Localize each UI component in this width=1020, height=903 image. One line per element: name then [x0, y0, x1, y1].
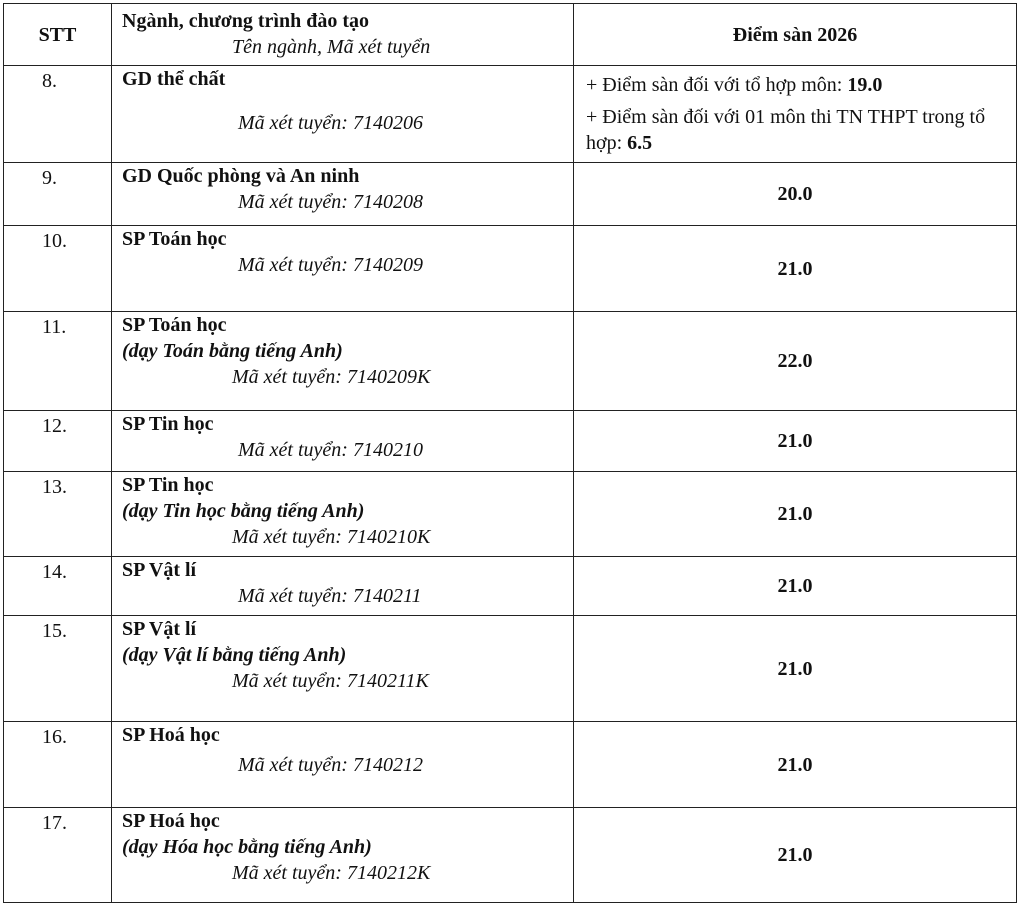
- row-stt: 13.: [4, 472, 112, 557]
- table-row: [4, 616, 1017, 722]
- row-stt: 8.: [4, 66, 112, 163]
- table-row: [4, 163, 1017, 226]
- program-name: SP Vật lí: [122, 559, 197, 581]
- row-score: 21.0: [574, 616, 1017, 722]
- program-name: GD thể chất: [122, 68, 226, 90]
- row-stt: 14.: [4, 557, 112, 616]
- row-stt: 17.: [4, 808, 112, 903]
- program-note: (dạy Toán bằng tiếng Anh): [122, 340, 343, 362]
- program-code: Mã xét tuyển: 7140209K: [232, 366, 431, 388]
- row-stt: 12.: [4, 411, 112, 472]
- header-score: Điểm sàn 2026: [574, 4, 1017, 66]
- row-program: [112, 557, 574, 616]
- program-name: SP Tin học: [122, 474, 214, 496]
- program-name: GD Quốc phòng và An ninh: [122, 165, 360, 187]
- table-row: [4, 66, 1017, 163]
- row-program: [112, 411, 574, 472]
- row-program: [112, 722, 574, 808]
- row-program: [112, 312, 574, 411]
- row-score: 21.0: [574, 722, 1017, 808]
- row-program: [112, 472, 574, 557]
- table-row: [4, 226, 1017, 312]
- table-header-row: [4, 4, 1017, 66]
- program-code: Mã xét tuyển: 7140209: [238, 254, 423, 276]
- row-stt: 9.: [4, 163, 112, 226]
- score-value-single-subject: 6.5: [627, 132, 653, 154]
- table-row: [4, 411, 1017, 472]
- program-code: Mã xét tuyển: 7140211K: [232, 670, 429, 692]
- program-code: Mã xét tuyển: 7140210K: [232, 526, 431, 548]
- row-program: [112, 66, 574, 163]
- program-code: Mã xét tuyển: 7140212: [238, 754, 423, 776]
- program-note: (dạy Vật lí bằng tiếng Anh): [122, 644, 347, 666]
- row-score: [574, 66, 1017, 163]
- row-stt: 10.: [4, 226, 112, 312]
- score-table: [3, 3, 1017, 903]
- row-score: 22.0: [574, 312, 1017, 411]
- program-note: (dạy Tin học bằng tiếng Anh): [122, 500, 365, 522]
- header-program-subtitle: Tên ngành, Mã xét tuyển: [232, 36, 431, 58]
- program-code: Mã xét tuyển: 7140206: [238, 112, 423, 134]
- table-row: [4, 557, 1017, 616]
- program-name: SP Hoá học: [122, 810, 220, 832]
- header-program-title: Ngành, chương trình đào tạo: [122, 10, 370, 32]
- row-score: 21.0: [574, 226, 1017, 312]
- row-score: 21.0: [574, 557, 1017, 616]
- header-stt: STT: [4, 4, 112, 66]
- score-value-combination: 19.0: [847, 74, 883, 96]
- program-name: SP Toán học: [122, 228, 227, 250]
- program-name: SP Hoá học: [122, 724, 220, 746]
- row-program: [112, 808, 574, 903]
- table-row: [4, 808, 1017, 903]
- program-name: SP Tin học: [122, 413, 214, 435]
- row-stt: 15.: [4, 616, 112, 722]
- row-program: [112, 226, 574, 312]
- program-note: (dạy Hóa học bằng tiếng Anh): [122, 836, 372, 858]
- program-name: SP Vật lí: [122, 618, 197, 640]
- table-row: [4, 722, 1017, 808]
- table-row: [4, 312, 1017, 411]
- row-program: [112, 163, 574, 226]
- row-program: [112, 616, 574, 722]
- row-score: 21.0: [574, 472, 1017, 557]
- score-line-2: + Điểm sàn đối với 01 môn thi TN THPT trong tổ hợp: 6.5: [586, 106, 986, 154]
- program-code: Mã xét tuyển: 7140208: [238, 191, 423, 213]
- program-code: Mã xét tuyển: 7140210: [238, 439, 423, 461]
- row-score: 21.0: [574, 808, 1017, 903]
- table-row: [4, 472, 1017, 557]
- program-code: Mã xét tuyển: 7140211: [238, 585, 422, 607]
- row-stt: 11.: [4, 312, 112, 411]
- row-score: 21.0: [574, 411, 1017, 472]
- row-score: 20.0: [574, 163, 1017, 226]
- row-stt: 16.: [4, 722, 112, 808]
- score-line-1: + Điểm sàn đối với tổ hợp môn: 19.0: [586, 74, 883, 96]
- program-name: SP Toán học: [122, 314, 227, 336]
- program-code: Mã xét tuyển: 7140212K: [232, 862, 431, 884]
- header-program: [112, 4, 574, 66]
